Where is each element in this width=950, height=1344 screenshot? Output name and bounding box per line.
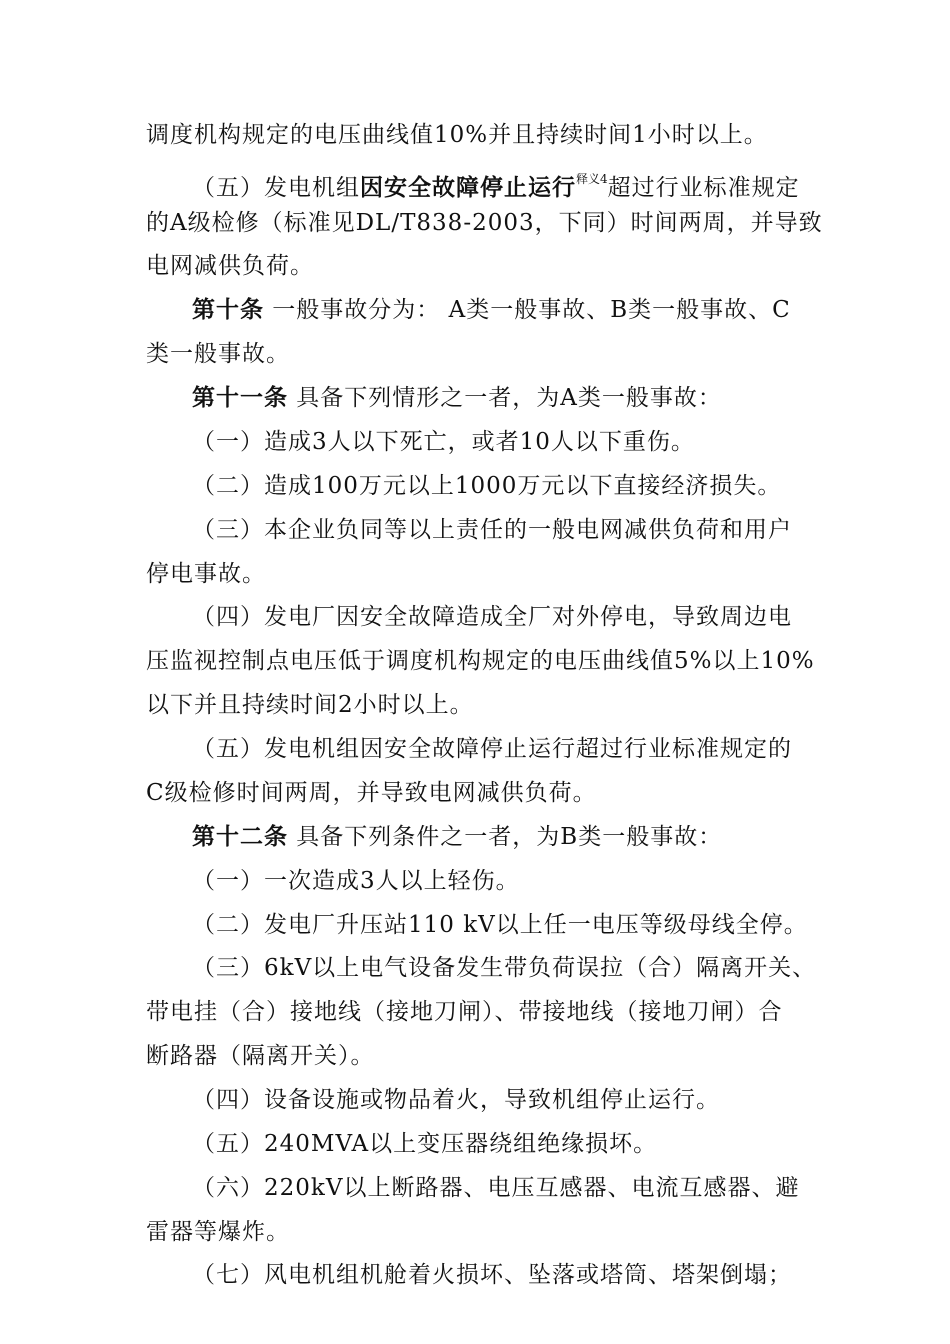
- list-item: （五）发电机组因安全故障停止运行超过行业标准规定的: [192, 736, 792, 762]
- list-item: （六）220kV以上断路器、电压互感器、电流互感器、避: [192, 1175, 800, 1201]
- paragraph-line: 带电挂（合）接地线（接地刀闸）、带接地线（接地刀闸）合: [146, 999, 783, 1025]
- bold-term: 因安全故障停止运行: [360, 175, 576, 201]
- paragraph-line: 停电事故。: [146, 561, 266, 587]
- paragraph-line: 的A级检修（标准见DL/T838-2003，下同）时间两周，并导致: [146, 210, 823, 236]
- paragraph-line: 压监视控制点电压低于调度机构规定的电压曲线值5%以上10%: [146, 648, 815, 674]
- list-item: （四）发电厂因安全故障造成全厂对外停电，导致周边电: [192, 604, 792, 630]
- list-item: （三）6kV以上电气设备发生带负荷误拉（合）隔离开关、: [192, 955, 817, 981]
- list-item: （五）240MVA以上变压器绕组绝缘损坏。: [192, 1131, 658, 1157]
- text-run: 具备下列情形之一者，为A类一般事故：: [288, 385, 722, 411]
- paragraph-line: [192, 293, 872, 327]
- paragraph-line: 断路器（隔离开关）。: [146, 1043, 375, 1069]
- paragraph-line: 雷器等爆炸。: [146, 1219, 290, 1245]
- footnote-ref[interactable]: 释义4: [576, 172, 608, 186]
- list-item: （一）造成3人以下死亡，或者10人以下重伤。: [192, 429, 695, 455]
- paragraph-line: [192, 162, 872, 205]
- list-item: （七）风电机组机舱着火损坏、坠落或塔筒、塔架倒塌；: [192, 1262, 792, 1288]
- list-item: （二）发电厂升压站110 kV以上任一电压等级母线全停。: [192, 912, 808, 938]
- article-heading: 第十条: [192, 297, 264, 323]
- paragraph-line: [192, 381, 872, 415]
- text-run: 一般事故分为： A类一般事故、B类一般事故、C: [264, 297, 791, 323]
- text-run: （五）发电机组: [192, 175, 360, 201]
- list-item: （二）造成100万元以上1000万元以下直接经济损失。: [192, 473, 782, 499]
- article-heading: 第十一条: [192, 385, 288, 411]
- paragraph-line: 电网减供负荷。: [146, 253, 314, 279]
- paragraph-line: 以下并且持续时间2小时以上。: [146, 692, 474, 718]
- article-heading: 第十二条: [192, 824, 288, 850]
- text-run: 超过行业标准规定: [607, 175, 800, 201]
- list-item: （一）一次造成3人以上轻伤。: [192, 868, 520, 894]
- paragraph-line: [192, 820, 872, 854]
- paragraph-line: 类一般事故。: [146, 341, 290, 367]
- list-item: （四）设备设施或物品着火，导致机组停止运行。: [192, 1087, 720, 1113]
- list-item: （三）本企业负同等以上责任的一般电网减供负荷和用户: [192, 517, 792, 543]
- text-run: 具备下列条件之一者，为B类一般事故：: [288, 824, 723, 850]
- paragraph-line: C级检修时间两周，并导致电网减供负荷。: [146, 780, 597, 806]
- paragraph-line: 调度机构规定的电压曲线值10%并且持续时间1小时以上。: [146, 122, 768, 148]
